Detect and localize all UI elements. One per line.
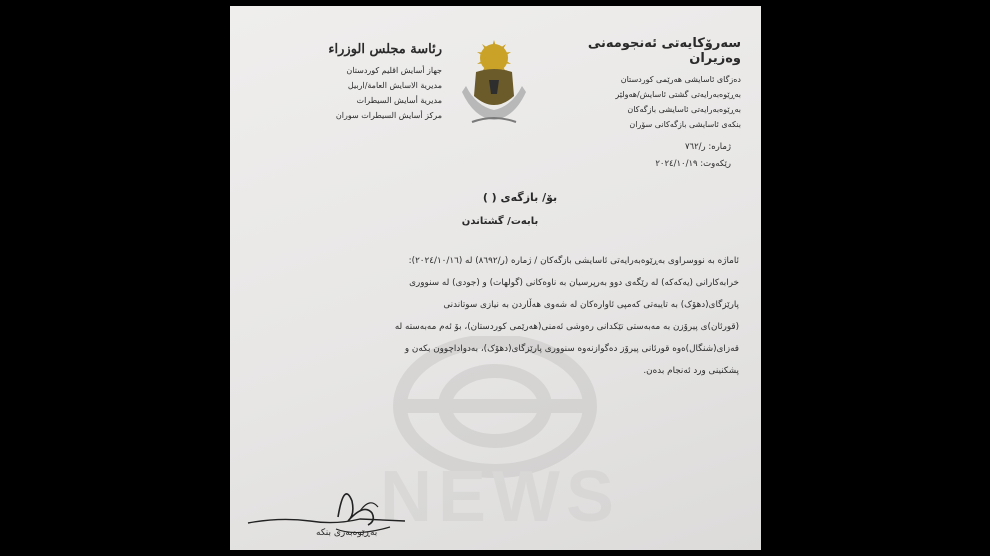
header-arabic-title: رئاسة مجلس الوزراء [328, 42, 442, 57]
header-kurdish [541, 36, 741, 132]
body-paragraph-line: قەزای(شنگال)ەوە قورئانی پیرۆز دەگوازنەوە سنووری پارێزگای(دهۆک)، بەدواداچوون بکەن و [404, 344, 739, 354]
body-paragraph-line: پارێزگای(دهۆک) بە تایبەتی کەمپی ئاوارەکان لە شەوی هەڵاردن بە نیازی سوتاندنی [443, 300, 739, 310]
header-kurdish-line: دەزگای ئاسایشی هەرێمی کوردستان [620, 75, 741, 84]
header-arabic-line: جهاز أسايش اقليم كوردستان [346, 66, 442, 75]
header-arabic-line: مديرية أسايش السيطرات [356, 96, 442, 105]
body-paragraph-line: خرابەکارانی (یەکەکە) لە رێگەی دوو بەرپرسیان بە ناوەکانی (گولهات) و (جودی) لە سنووری [409, 278, 739, 288]
body-paragraph-line: (قورئان)ی پیرۆزن بە مەبەستی تێکدانی رەوشی ئەمنی(هەرێمی کوردستان)، بۆ ئەم مەبەستە لە [394, 322, 739, 332]
header-kurdish-line: بەڕێوەبەرایەتی گشتی ئاسایش/هەولێر [615, 90, 741, 99]
letter-body [269, 250, 739, 382]
signature-title: بەڕێوەبەری بنکە [316, 528, 378, 538]
document-page [230, 6, 761, 550]
header-arabic-line: مركز أسايش السيطرات سوران [335, 111, 442, 120]
header-arabic [252, 42, 442, 123]
kurdistan-emblem-icon [456, 36, 532, 128]
header-kurdish-title: سەرۆکایەتی ئەنجومەنی وەزیران [587, 36, 741, 66]
subject-line: بابەت/ گشتاندن [461, 216, 539, 227]
addressee-line: بۆ/ بازگەی ( ) [482, 191, 558, 204]
header-kurdish-line: بنکەی ئاسایشی بازگەکانی سۆران [629, 120, 741, 129]
header-arabic-line: مديرية الاسايش العامة/اربيل [347, 81, 442, 90]
watermark-news-text: NEWS [380, 457, 620, 537]
reference-date: رێکەوت: ٢٠٢٤/١٠/١٩ [655, 159, 731, 169]
body-paragraph-line: پشکنینی ورد ئەنجام بدەن. [643, 366, 739, 376]
reference-number: ژمارە: ر/٧٦٢ [684, 142, 731, 152]
header-kurdish-line: بەڕێوەبەرایەتی ئاسایشی بازگەکان [627, 105, 741, 114]
reference-block [655, 139, 731, 173]
body-paragraph-line: ئاماژە بە نووسراوی بەڕێوەبەرایەتی ئاسایشی بازگەکان / ژمارە (ر/٨٦٩٢) لە (٢٠٢٤/١٠/١٦): [408, 256, 739, 266]
